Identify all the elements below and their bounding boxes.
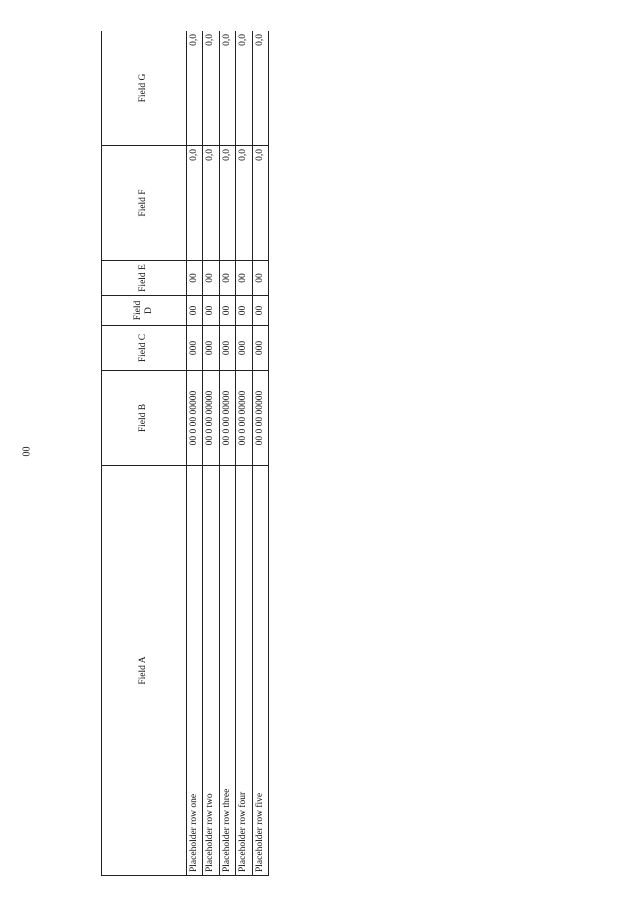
table-cell: 0,0 bbox=[219, 31, 235, 146]
table-cell: 000 bbox=[252, 326, 268, 371]
table-rotator bbox=[101, 31, 613, 876]
table-cell: Placeholder row five bbox=[252, 466, 268, 876]
table-row bbox=[219, 31, 235, 876]
header-cell: Field E bbox=[102, 261, 187, 296]
header-cell: Field C bbox=[102, 326, 187, 371]
table-cell: 00 bbox=[236, 296, 252, 326]
header-cell: Field F bbox=[102, 146, 187, 261]
table-row bbox=[236, 31, 252, 876]
table-cell: 00 bbox=[203, 296, 219, 326]
table-cell: 00 0 00 00000 bbox=[236, 371, 252, 466]
table-cell: 000 bbox=[187, 326, 203, 371]
table-row bbox=[203, 31, 219, 876]
table-cell: Placeholder row three bbox=[219, 466, 235, 876]
table-cell: 0,0 bbox=[236, 31, 252, 146]
table-cell: 00 bbox=[219, 296, 235, 326]
header-cell: Field D bbox=[102, 296, 187, 326]
table-cell: Placeholder row two bbox=[203, 466, 219, 876]
header-cell: Field B bbox=[102, 371, 187, 466]
table-cell: 000 bbox=[203, 326, 219, 371]
table-cell: 00 0 00 00000 bbox=[252, 371, 268, 466]
table-row bbox=[187, 31, 203, 876]
table-cell: 00 0 00 00000 bbox=[203, 371, 219, 466]
table-cell: 00 bbox=[203, 261, 219, 296]
table-cell: 0,0 bbox=[219, 146, 235, 261]
table-cell: 000 bbox=[236, 326, 252, 371]
table-cell: 0,0 bbox=[203, 31, 219, 146]
table-cell: 00 bbox=[187, 296, 203, 326]
table-cell: Placeholder row one bbox=[187, 466, 203, 876]
table-cell: 0,0 bbox=[187, 146, 203, 261]
data-table bbox=[101, 31, 269, 876]
table-stage bbox=[101, 31, 613, 876]
table-cell: 00 bbox=[219, 261, 235, 296]
table-cell: 00 bbox=[252, 261, 268, 296]
table-cell: Placeholder row four bbox=[236, 466, 252, 876]
table-cell: 0,0 bbox=[203, 146, 219, 261]
table-header-row bbox=[102, 31, 187, 876]
table-cell: 00 bbox=[187, 261, 203, 296]
header-cell: Field A bbox=[102, 466, 187, 876]
table-cell: 0,0 bbox=[187, 31, 203, 146]
table-cell: 00 bbox=[252, 296, 268, 326]
table-cell: 000 bbox=[219, 326, 235, 371]
table-cell: 0,0 bbox=[236, 146, 252, 261]
page-number: 00 bbox=[21, 446, 33, 457]
header-cell: Field G bbox=[102, 31, 187, 146]
table-cell: 0,0 bbox=[252, 31, 268, 146]
table-cell: 0,0 bbox=[252, 146, 268, 261]
table-row bbox=[252, 31, 268, 876]
table-cell: 00 bbox=[236, 261, 252, 296]
table-cell: 00 0 00 00000 bbox=[187, 371, 203, 466]
table-cell: 00 0 00 00000 bbox=[219, 371, 235, 466]
